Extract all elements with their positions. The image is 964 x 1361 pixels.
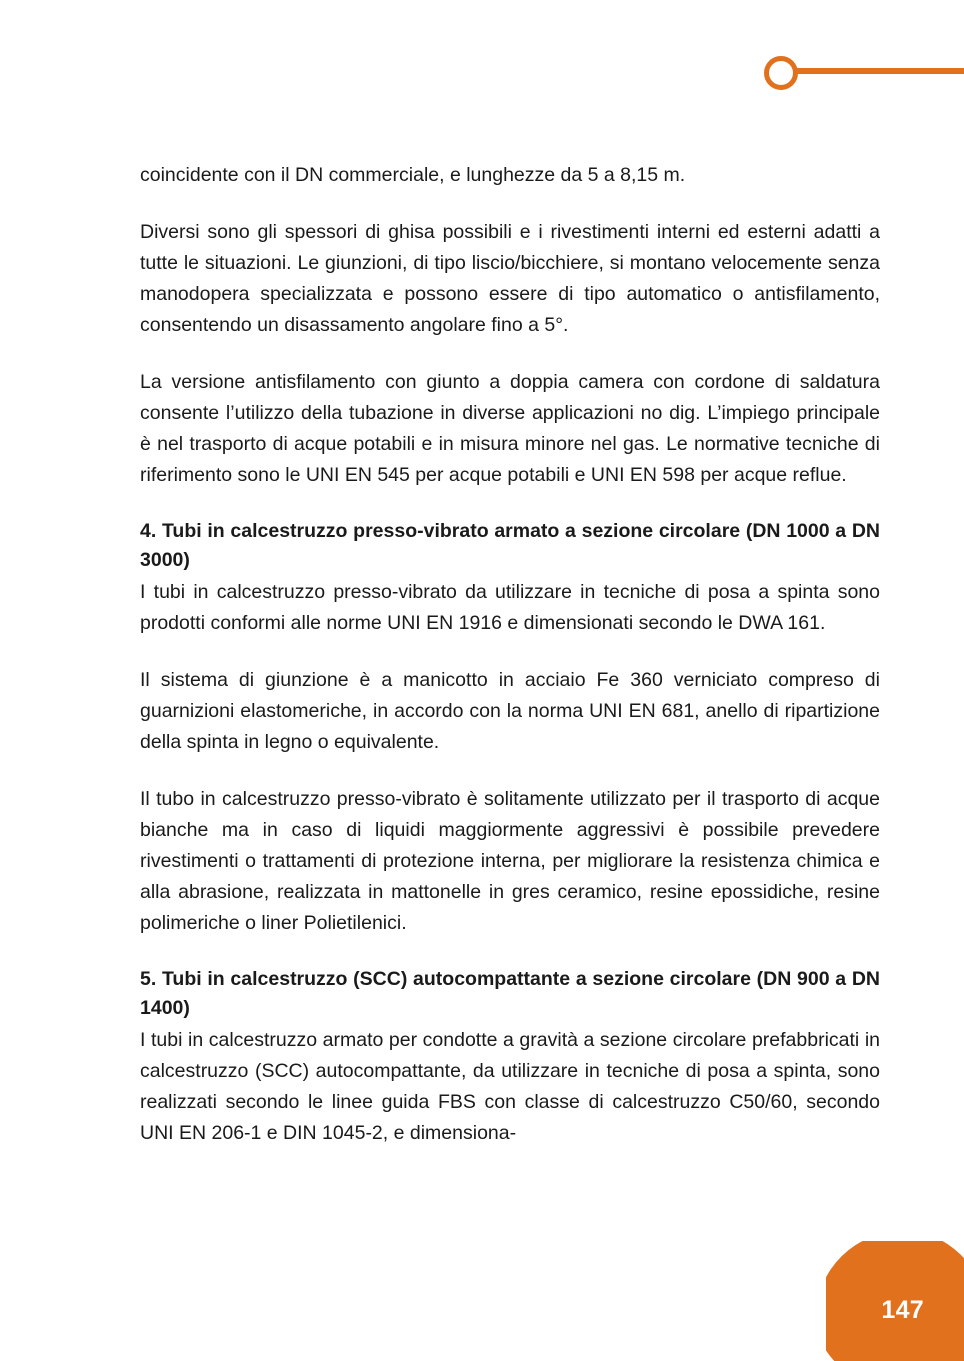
page-number: 147 bbox=[881, 1296, 924, 1324]
section-5-heading: 5. Tubi in calcestruzzo (SCC) autocompattante a sezione circolare (DN 900 a DN 1400) bbox=[140, 968, 880, 1019]
circle-icon bbox=[764, 56, 798, 90]
section-4-paragraph-giunzione: Il sistema di giunzione è a manicotto in acciaio Fe 360 verniciato compreso di guarnizioni elastomeriche, in accordo con la norma UNI EN 681, anello di ripartizione della spinta in legno o equivalente. bbox=[140, 669, 880, 753]
section-4 bbox=[140, 517, 880, 939]
rule-decoration bbox=[794, 68, 964, 74]
paragraph-antisfilamento: La versione antisfilamento con giunto a doppia camera con cordone di saldatura consente l’utilizzo della tubazione in diverse applicazioni no dig. L’impiego principale è nel trasporto di acque potabili e in misura minore nel gas. Le normative tecniche di riferimento sono le UNI EN 545 per acque potabili e UNI EN 598 per acque reflue. bbox=[140, 371, 880, 486]
section-5 bbox=[140, 965, 880, 1149]
paragraph-intro: coincidente con il DN commerciale, e lunghezze da 5 a 8,15 m. bbox=[140, 164, 686, 186]
paragraph-spessori: Diversi sono gli spessori di ghisa possibili e i rivestimenti interni ed esterni adatti a tutte le situazioni. Le giunzioni, di tipo liscio/bicchiere, si montano velocemente senza manodopera specializzata e possono essere di tipo automatico o antisfilamento, consentendo un disassamento angolare fino a 5°. bbox=[140, 221, 880, 336]
section-4-paragraph-impiego: Il tubo in calcestruzzo presso-vibrato è solitamente utilizzato per il trasporto di acque bianche ma in caso di liquidi maggiormente aggressivi è possibile prevedere rivestimenti o trattamenti di protezione interna, per migliorare la resistenza chimica e alla abrasione, realizzata in mattonelle in gres ceramico, resine epossidiche, resine polimeriche o liner Polietilenici. bbox=[140, 788, 880, 934]
section-4-body: I tubi in calcestruzzo presso-vibrato da utilizzare in tecniche di posa a spinta sono prodotti conformi alle norme UNI EN 1916 e dimensionati secondo le DWA 161. bbox=[140, 581, 880, 634]
section-5-body: I tubi in calcestruzzo armato per condotte a gravità a sezione circolare prefabbricati in calcestruzzo (SCC) autocompattante, da utilizzare in tecniche di posa a spinta, sono realizzati secondo le linee guida FBS con classe di calcestruzzo C50/60, secondo UNI EN 206-1 e DIN 1045-2, e dimensiona- bbox=[140, 1029, 880, 1144]
header-decoration bbox=[764, 52, 964, 100]
section-4-heading: 4. Tubi in calcestruzzo presso-vibrato armato a sezione circolare (DN 1000 a DN 3000) bbox=[140, 520, 880, 571]
page-content bbox=[140, 160, 880, 1175]
